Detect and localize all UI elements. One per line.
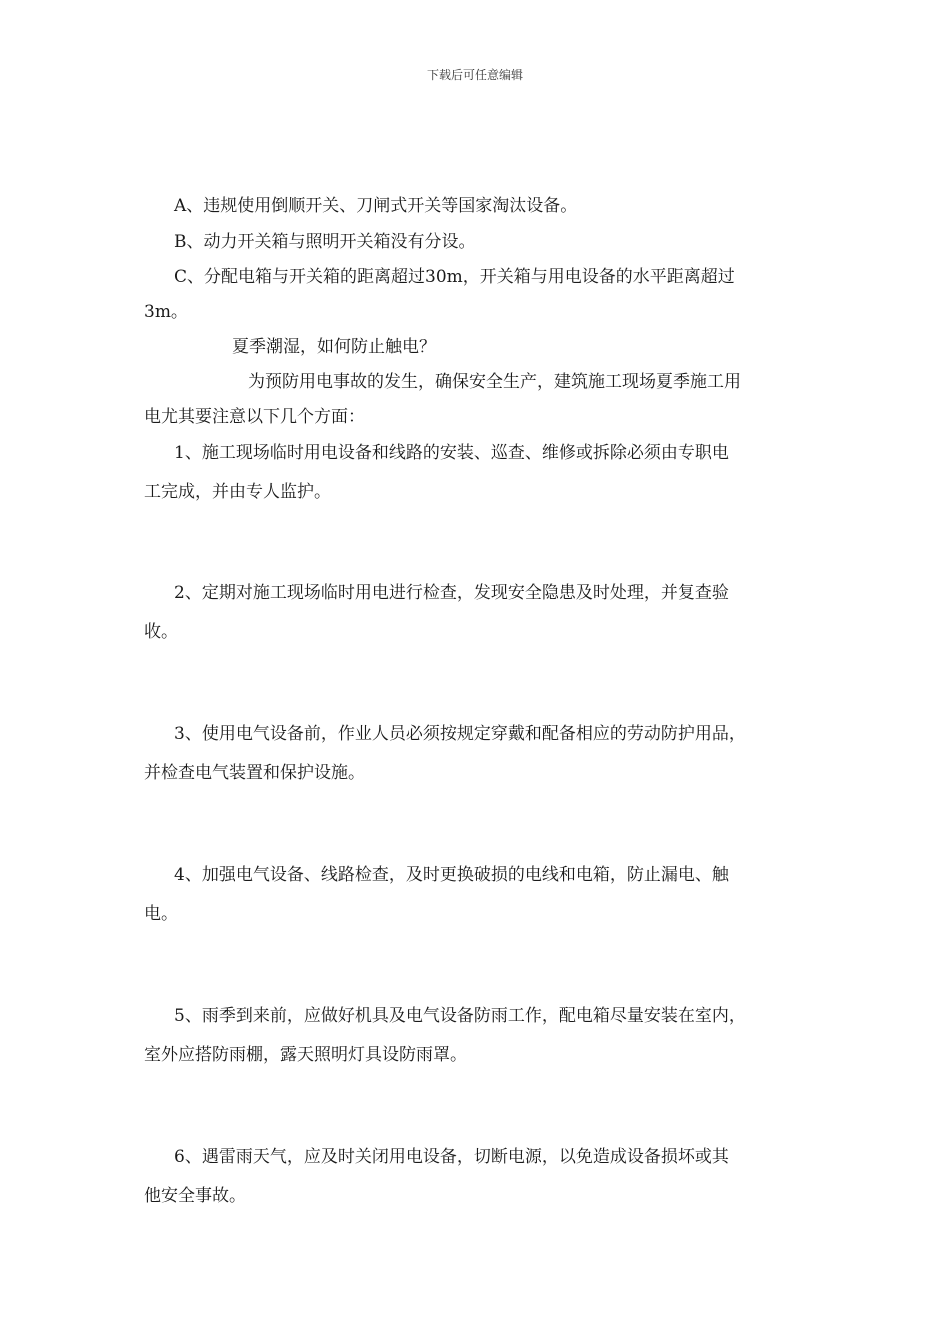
text-line-a: A、违规使用倒顺开关、刀闸式开关等国家淘汰设备。 — [174, 196, 578, 216]
item-1-line-1: 1、施工现场临时用电设备和线路的安装、巡查、维修或拆除必须由专职电 — [174, 443, 729, 463]
item-3-line-1: 3、使用电气设备前，作业人员必须按规定穿戴和配备相应的劳动防护用品， — [174, 724, 746, 744]
text-line-b: B、动力开关箱与照明开关箱没有分设。 — [174, 232, 476, 252]
item-4-line-1: 4、加强电气设备、线路检查，及时更换破损的电线和电箱，防止漏电、触 — [174, 865, 729, 885]
item-6-line-1: 6、遇雷雨天气，应及时关闭用电设备，切断电源，以免造成设备损坏或其 — [174, 1147, 729, 1167]
item-5-line-2: 室外应搭防雨棚，露天照明灯具设防雨罩。 — [144, 1045, 467, 1065]
text-line-c: C、分配电箱与开关箱的距离超过30m，开关箱与用电设备的水平距离超过 — [174, 267, 735, 287]
intro-line-2: 电尤其要注意以下几个方面： — [144, 407, 365, 427]
text-line-c-cont: 3m。 — [144, 302, 188, 322]
intro-line-1: 为预防用电事故的发生，确保安全生产，建筑施工现场夏季施工用 — [248, 372, 741, 392]
item-6-line-2: 他安全事故。 — [144, 1186, 246, 1206]
item-5-line-1: 5、雨季到来前，应做好机具及电气设备防雨工作，配电箱尽量安装在室内， — [174, 1006, 746, 1026]
section-question: 夏季潮湿，如何防止触电？ — [232, 337, 436, 357]
item-3-line-2: 并检查电气装置和保护设施。 — [144, 763, 365, 783]
item-4-line-2: 电。 — [144, 904, 178, 924]
item-2-line-1: 2、定期对施工现场临时用电进行检查，发现安全隐患及时处理，并复查验 — [174, 583, 729, 603]
item-1-line-2: 工完成，并由专人监护。 — [144, 482, 331, 502]
item-2-line-2: 收。 — [144, 622, 178, 642]
page-header-note: 下载后可任意编辑 — [426, 68, 523, 82]
